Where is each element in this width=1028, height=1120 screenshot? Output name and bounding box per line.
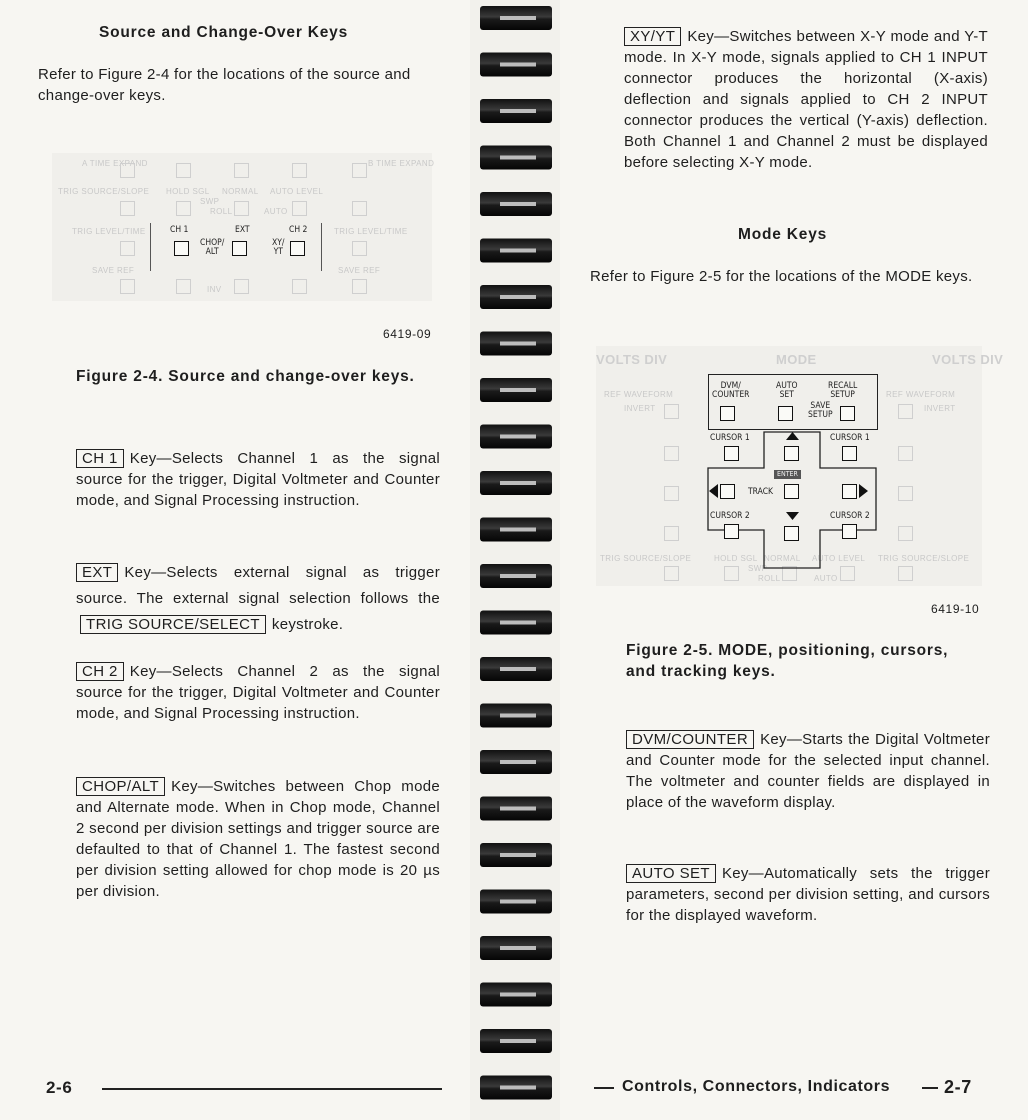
footer-dash-left [594, 1087, 614, 1089]
left-page [0, 0, 470, 1120]
ghost-label: TRIG SOURCE/SLOPE [600, 554, 692, 563]
track-key[interactable] [784, 484, 799, 499]
right-arrow-key[interactable] [842, 484, 857, 499]
chop-alt-label: CHOP/ ALT [200, 238, 225, 257]
ghost-key [898, 486, 913, 501]
ghost-label: ROLL [210, 207, 233, 216]
binding-ring-highlight [500, 481, 536, 485]
ghost-key [664, 404, 679, 419]
ghost-label: AUTO LEVEL [270, 187, 324, 196]
binding-rings [470, 0, 560, 1120]
section-heading-source: Source and Change-Over Keys [99, 24, 349, 41]
left-arrow-key[interactable] [720, 484, 735, 499]
chop-alt-keycap: CHOP/ALT [76, 777, 165, 796]
ghost-label: TRIG SOURCE/SLOPE [58, 187, 150, 196]
binding-ring-highlight [500, 574, 536, 578]
ghost-label: NORMAL [764, 554, 801, 563]
ext-keycap: EXT [76, 563, 118, 582]
xy-yt-key[interactable] [290, 241, 305, 256]
ghost-key [352, 201, 367, 216]
binding-ring-highlight [500, 16, 536, 20]
footer-rule-left [102, 1088, 442, 1090]
binding-ring-highlight [500, 760, 536, 764]
trig-source-select-keycap: TRIG SOURCE/SELECT [80, 615, 266, 634]
ghost-label: REF WAVEFORM [604, 390, 674, 399]
binding-ring-highlight [500, 807, 536, 811]
ch2-entry [76, 661, 440, 724]
ch1-label: CH 1 [170, 225, 189, 235]
binding-ring-highlight [500, 621, 536, 625]
ghost-key [234, 163, 249, 178]
ghost-key [120, 201, 135, 216]
binding-ring-highlight [500, 667, 536, 671]
ghost-label: NORMAL [222, 187, 259, 196]
ghost-label: SAVE REF [338, 266, 381, 275]
xy-yt-entry [624, 26, 988, 173]
binding-ring-highlight [500, 946, 536, 950]
cursor1-right-key[interactable] [842, 446, 857, 461]
binding-ring-highlight [500, 342, 536, 346]
right-page [560, 0, 1028, 1120]
binding-ring-highlight [500, 63, 536, 67]
ext-entry [76, 560, 440, 638]
ch2-description: Key—Selects Channel 2 as the signal source for the trigger, Digital Voltmeter and Counter mode, and Signal Processing instruction. [76, 663, 440, 722]
auto-set-entry [626, 863, 990, 926]
ghost-label: VOLTS DIV [932, 352, 1004, 367]
auto-set-keycap: AUTO SET [626, 864, 716, 883]
figure-2-4-panel [52, 153, 435, 301]
save-setup-key[interactable] [840, 406, 855, 421]
ghost-label: MODE [776, 352, 817, 367]
ghost-key [352, 163, 367, 178]
cursor1-right-label: CURSOR 1 [830, 433, 870, 443]
intro-paragraph: Refer to Figure 2-4 for the locations of the source and change-over keys. [38, 66, 411, 104]
ghost-label: TRIG SOURCE/SLOPE [878, 554, 970, 563]
ext-description-end: keystroke. [271, 616, 344, 633]
ghost-label: TRIG LEVEL/TIME [72, 227, 146, 236]
ghost-key [120, 279, 135, 294]
left-arrow-icon [709, 484, 719, 498]
dvm-counter-description: Key—Starts the Digital Voltmeter and Counter mode for the selected input channel. The voltmeter and counter fields are displayed in place of the waveform display. [626, 731, 990, 811]
cursor1-left-key[interactable] [724, 446, 739, 461]
xy-yt-label: XY/ YT [272, 238, 285, 257]
binding-ring-highlight [500, 853, 536, 857]
binding-ring-highlight [500, 1039, 536, 1043]
ch1-entry [76, 448, 440, 511]
binding-ring-highlight [500, 1086, 536, 1090]
binding-ring-highlight [500, 202, 536, 206]
chop-alt-key[interactable] [232, 241, 247, 256]
cursor2-right-key[interactable] [842, 524, 857, 539]
auto-set-key[interactable] [778, 406, 793, 421]
ghost-key [120, 241, 135, 256]
ghost-key [176, 201, 191, 216]
dvm-counter-label: DVM/ COUNTER [712, 381, 750, 400]
binding-ring-highlight [500, 249, 536, 253]
left-page-number: 2-6 [46, 1078, 73, 1097]
binding-ring-highlight [500, 435, 536, 439]
ext-description: Key—Selects external signal as trigger source. The external signal selection follows the [76, 564, 440, 607]
ghost-key [120, 163, 135, 178]
binding-ring-highlight [500, 156, 536, 160]
ext-label: EXT [235, 225, 250, 235]
ghost-label: SAVE REF [92, 266, 135, 275]
dvm-counter-keycap: DVM/COUNTER [626, 730, 754, 749]
xy-yt-description: Key—Switches between X-Y mode and Y-T mode. In X-Y mode, signals applied to CH 1 INPUT connector produces the horizontal (X-axis) deflection and signals applied to CH 2 INPUT connector produces the vertical (Y-axis) deflection. Both Channel 1 and Channel 2 must be displayed before selecting X-Y mode. [624, 28, 988, 171]
footer-section-title: Controls, Connectors, Indicators [622, 1078, 891, 1095]
ghost-label: SWP [200, 197, 220, 206]
ghost-key [234, 201, 249, 216]
ch2-keycap: CH 2 [76, 662, 124, 681]
ghost-label: REF WAVEFORM [886, 390, 956, 399]
ghost-key [292, 163, 307, 178]
cursor2-right-label: CURSOR 2 [830, 511, 870, 521]
ch1-description: Key—Selects Channel 1 as the signal source for the trigger, Digital Voltmeter and Counter mode, and Signal Processing instruction. [76, 450, 440, 509]
binding-ring-highlight [500, 993, 536, 997]
binding-ring-highlight [500, 109, 536, 113]
figure-id: 6419-10 [931, 602, 980, 616]
figure-2-4-caption: Figure 2-4. Source and change-over keys. [76, 368, 415, 385]
ghost-key [664, 446, 679, 461]
ghost-label: TRIG LEVEL/TIME [334, 227, 408, 236]
right-page-number: 2-7 [944, 1077, 972, 1097]
auto-set-description: Key—Automatically sets the trigger parameters, second per division setting, and cursors for the displayed waveform. [626, 865, 990, 924]
ghost-label: ROLL [758, 574, 781, 583]
save-setup-label: SAVE SETUP [808, 401, 833, 420]
cursor1-left-label: CURSOR 1 [710, 433, 750, 443]
ghost-key [898, 404, 913, 419]
mode-intro-paragraph: Refer to Figure 2-5 for the locations of the MODE keys. [590, 268, 973, 285]
recall-setup-label: RECALL SETUP [828, 381, 858, 400]
spiral-binding [470, 0, 560, 1120]
ghost-label: B TIME EXPAND [368, 159, 435, 168]
ghost-key [898, 566, 913, 581]
cursor2-left-label: CURSOR 2 [710, 511, 750, 521]
ghost-label: INVERT [924, 404, 956, 413]
right-arrow-icon [859, 484, 869, 498]
binding-ring-highlight [500, 295, 536, 299]
dvm-counter-entry [626, 729, 990, 813]
ghost-label: AUTO [264, 207, 288, 216]
ghost-label: HOLD SGL [166, 187, 210, 196]
ch1-keycap: CH 1 [76, 449, 124, 468]
ghost-key [898, 446, 913, 461]
down-arrow-key[interactable] [784, 526, 799, 541]
ghost-key [898, 526, 913, 541]
ghost-key [234, 279, 249, 294]
chop-alt-description: Key—Switches between Chop mode and Alternate mode. When in Chop mode, Channel 2 second per division settings and trigger source are defaulted to that of Channel 1. The fastest second per division setting allowed for chop mode is 20 µs per division. [76, 778, 440, 900]
ghost-key [176, 279, 191, 294]
binding-ring-highlight [500, 388, 536, 392]
chop-alt-entry [76, 776, 440, 902]
figure-2-5-panel [596, 346, 1004, 586]
footer-dash-right [922, 1087, 938, 1089]
enter-label: ENTER [774, 470, 801, 479]
figure-2-5-caption: Figure 2-5. MODE, positioning, cursors, and tracking keys. [626, 642, 949, 680]
ghost-key [664, 566, 679, 581]
xy-yt-keycap: XY/YT [624, 27, 681, 46]
ghost-key [664, 486, 679, 501]
ghost-key [292, 279, 307, 294]
ghost-label: INVERT [624, 404, 656, 413]
dvm-counter-key[interactable] [720, 406, 735, 421]
ghost-key [664, 526, 679, 541]
auto-set-label: AUTO SET [776, 381, 798, 400]
ghost-label: VOLTS DIV [596, 352, 668, 367]
ghost-label: AUTO [814, 574, 838, 583]
binding-ring-highlight [500, 714, 536, 718]
ghost-label: HOLD SGL [714, 554, 758, 563]
ghost-key [352, 241, 367, 256]
up-arrow-key[interactable] [784, 446, 799, 461]
ghost-label: AUTO LEVEL [812, 554, 866, 563]
ghost-key [352, 279, 367, 294]
track-label: TRACK [748, 487, 774, 497]
ch2-label: CH 2 [289, 225, 308, 235]
cursor2-left-key[interactable] [724, 524, 739, 539]
binding-ring-highlight [500, 900, 536, 904]
ch1-key[interactable] [174, 241, 189, 256]
ghost-label: A TIME EXPAND [82, 159, 148, 168]
binding-ring-highlight [500, 528, 536, 532]
figure-id: 6419-09 [383, 327, 432, 341]
ghost-key [176, 163, 191, 178]
ghost-key [292, 201, 307, 216]
section-heading-mode: Mode Keys [738, 226, 828, 243]
ghost-label: SWP [748, 564, 768, 573]
ghost-label: INV [207, 285, 222, 294]
